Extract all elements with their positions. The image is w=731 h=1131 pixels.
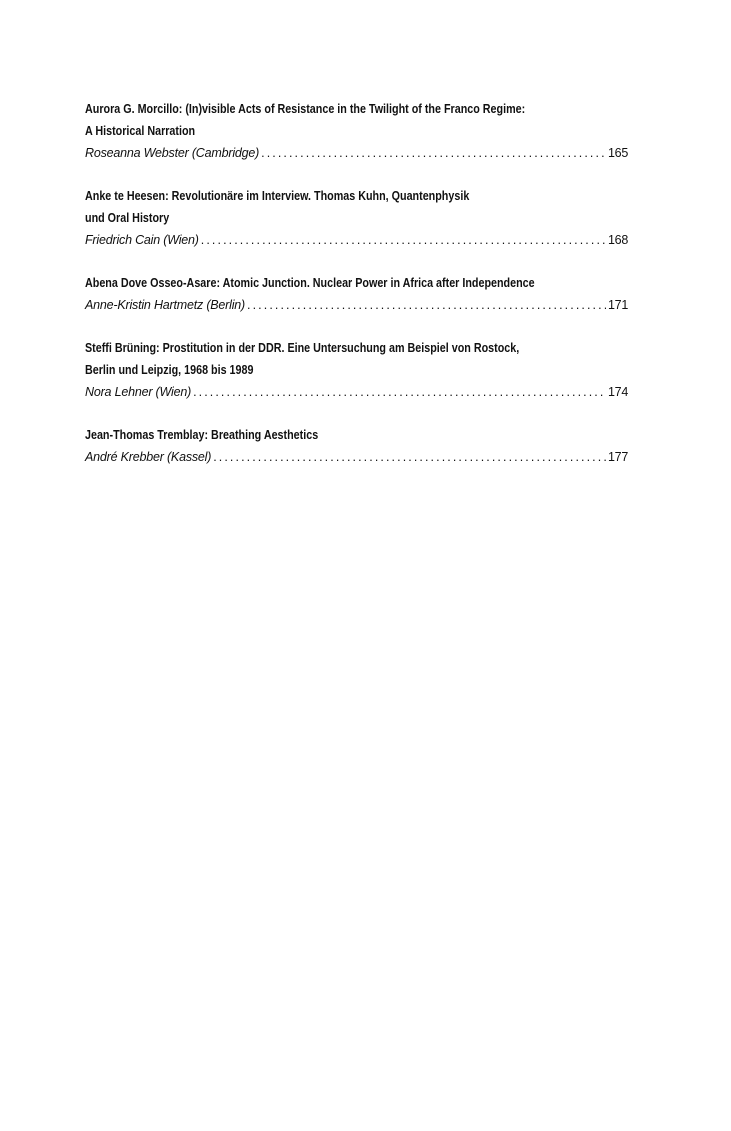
page-number: 171 (608, 298, 628, 312)
dot-leader (261, 142, 606, 164)
review-line (85, 142, 628, 164)
entry-title-line: A Historical Narration (85, 124, 196, 138)
reviewer-name: Nora Lehner (Wien) (85, 385, 192, 399)
review-line (85, 381, 628, 403)
table-of-contents (85, 98, 628, 489)
entry-title-line: Aurora G. Morcillo: (In)visible Acts of Resistance in the Twilight of the Franco Regime: (85, 102, 526, 116)
reviewer-name: Anne-Kristin Hartmetz (Berlin) (85, 298, 246, 312)
reviewer-name: Friedrich Cain (Wien) (85, 233, 199, 247)
toc-entry (85, 185, 628, 251)
dot-leader (247, 294, 606, 316)
reviewer-name: André Krebber (Kassel) (85, 450, 212, 464)
entry-title-line: Berlin und Leipzig, 1968 bis 1989 (85, 363, 254, 377)
entry-title-line: Steffi Brüning: Prostitution in der DDR. Eine Untersuchung am Beispiel von Rostock, (85, 341, 520, 355)
dot-leader (213, 446, 606, 468)
reviewer-name: Roseanna Webster (Cambridge) (85, 146, 260, 160)
page-number: 165 (608, 146, 628, 160)
page-number: 168 (608, 233, 628, 247)
review-line (85, 294, 628, 316)
entry-title-line: Abena Dove Osseo-Asare: Atomic Junction. Nuclear Power in Africa after Independence (85, 276, 535, 290)
review-line (85, 446, 628, 468)
toc-entry (85, 272, 628, 316)
toc-entry (85, 337, 628, 403)
toc-entry (85, 424, 628, 468)
page-number: 177 (608, 450, 628, 464)
dot-leader (201, 229, 606, 251)
entry-title-line: Jean-Thomas Tremblay: Breathing Aesthetics (85, 428, 319, 442)
dot-leader (193, 381, 606, 403)
review-line (85, 229, 628, 251)
entry-title-line: und Oral History (85, 211, 170, 225)
page-number: 174 (608, 385, 628, 399)
entry-title-line: Anke te Heesen: Revolutionäre im Interview. Thomas Kuhn, Quantenphysik (85, 189, 470, 203)
toc-entry (85, 98, 628, 164)
